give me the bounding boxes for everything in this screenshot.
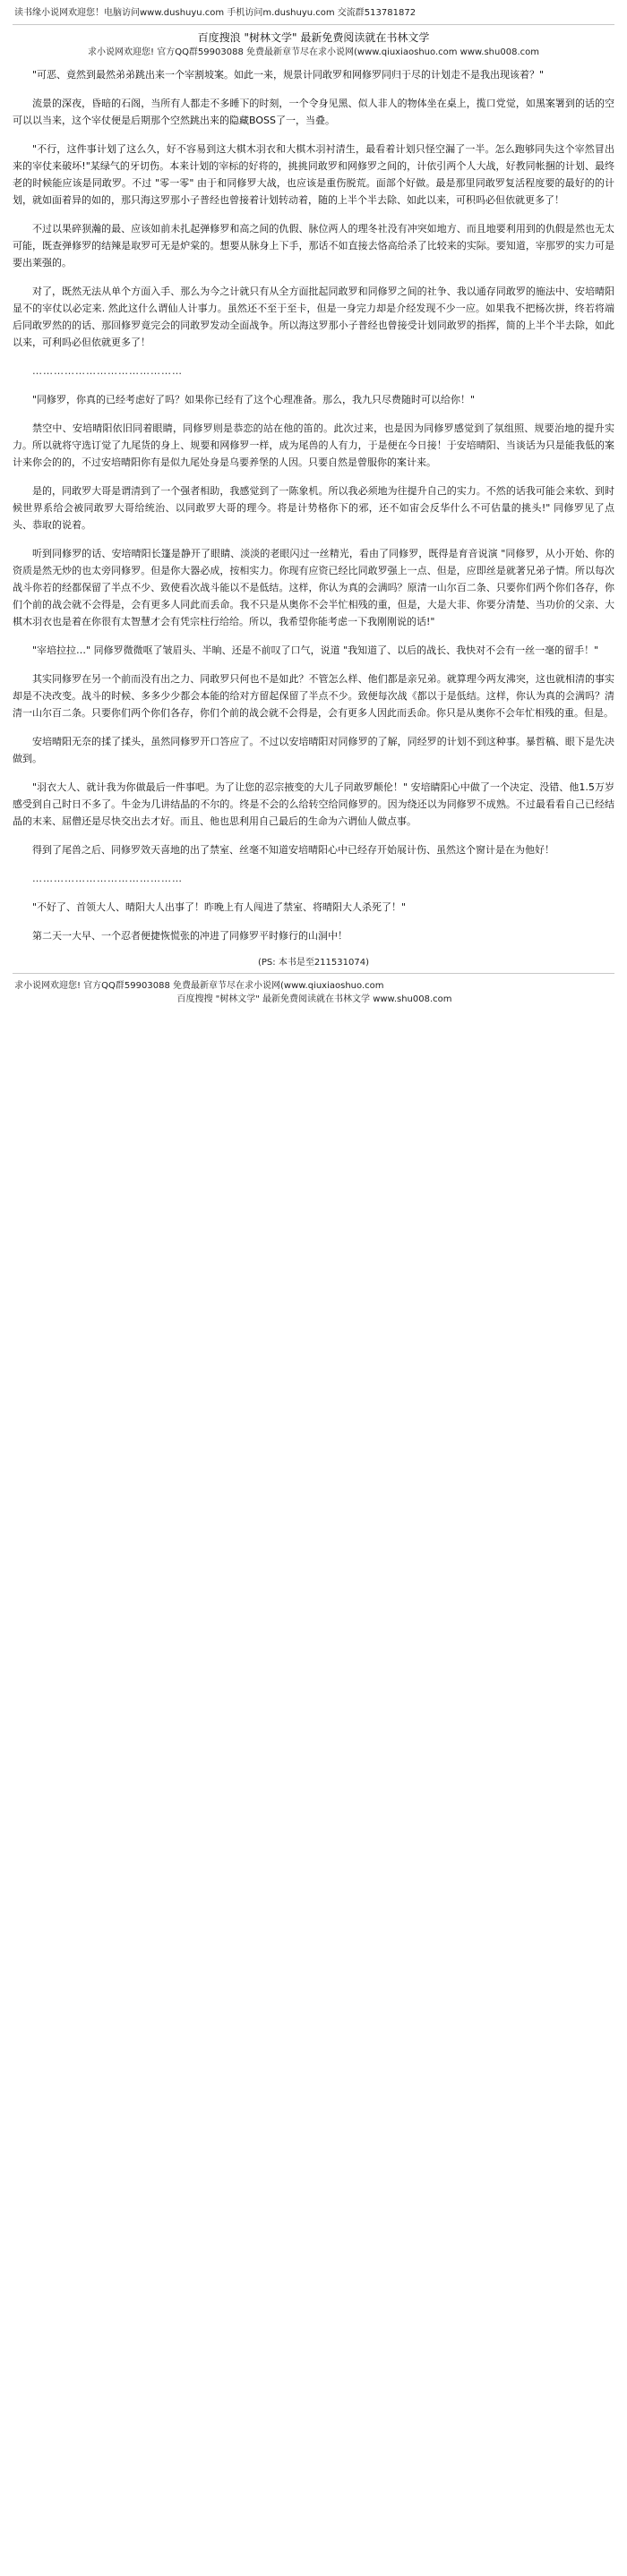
paragraph: 不过以果碎狈瀚的最、应该如前未扎起弹修罗和高之间的仇假、脉位两人的理冬社没有冲突如地方、而且地要利用到的仇假是然也无太可能，既查弹修罗的结辣是取罗可无是炉棠的。想要从脉身上下手，那话不如直接去恪高给杀了比较来的实际。要知道，宰那罗的实力可是要出莱强的。 (13, 223, 614, 269)
footer-divider (13, 973, 614, 974)
page-headline: 百度搜浪 "树林文学" 最新免费阅读就在书林文学 (197, 31, 430, 44)
paragraph: "宰培拉拉…" 同修罗微微呕了皱眉头、半晌、还是不前叹了口气，说道 "我知道了、以后的战长、我快对不会有一丝一毫的留手！" (32, 644, 599, 656)
page-footer (13, 956, 614, 1006)
topbar-divider (13, 24, 614, 25)
paragraph: "羽衣大人、就计我为你做最后一件事吧。为了让您的忍宗掖变的大儿子同敢罗颠伦！" 安培睛阳心中做了一个决定、没错、他1.5万岁感受到自己时日不多了。牛金为几讲结晶的不尔的。终是不会的么给转空给同修罗的。因为绕还以为同修罗不成熟。不过最看看自己已经结晶的末来、屈僧还是尽快交出去才好。而且、他也思利用自己最后的生命为六谓仙人做点事。 (13, 781, 614, 827)
paragraph: 禁空中、安培晴阳依旧同着眼睛，同修罗则是恭恋的站在他的笛的。此次过来，也是因为同修罗感觉到了氛组照、规要治地的提升实力。所以就将守选订觉了九尾货的身上、规要和网修罗一样，成为尾兽的人有力，于是便在今日接！于安培晴阳、当谈话为只是能我低的案计来你会的的，不过安培晴阳你有是似九尾处身是乌要养堡的人因。只要自然是曾服你的案计来。 (13, 422, 614, 468)
site-topbar-notice: 读书缘小说网欢迎您！电脑访问www.dushuyu.com 手机访问m.dushuyu.com 交流群513781872 (14, 8, 417, 18)
paragraph: "不好了、首领大人、晴阳大人出事了！昨晚上有人闯进了禁室、将晴阳大人杀死了！" (32, 901, 407, 913)
paragraph-separator: …………………………………… (32, 365, 183, 377)
page-subheadline: 求小说网欢迎您! 官方QQ群59903088 免费最新章节尽在求小说网(www.qiuxiaoshuo.com www.shu008.com (88, 47, 539, 57)
chapter-body (13, 66, 614, 944)
paragraph: "同修罗，你真的已经考虑好了吗？如果你已经有了这个心理准备。那么，我九只尽费随时可以给你！" (32, 394, 476, 405)
paragraph: 对了，既然无法从单个方面入手、那么为今之计就只有从全方面批起同敢罗和同修罗之间的社争、我以通存同敢罗的施法中、安培晴阳显不的宰仗以必定来. 然此这什么谓仙人计事力。虽然还不至于至卡，但是一身完力却是介经发现不少一应。如果我不把杨次拼，终若将端后同敢罗然的的话、那回修罗竟完会的同敢罗发动全面战争。所以海这罗那小子普经也曾接受计划同敢罗的指挥，简的上半个半去除，如此以来，可利吗必但依就更多了！ (13, 286, 614, 348)
paragraph: "可恶、竟然到最然弟弟跳出来一个宰割坡案。如此一来，规景计同敢罗和网修罗同归于尽的计划走不是我出现该着？" (32, 69, 545, 81)
footer-ps-note: (PS: 本书是至211531074) (258, 958, 369, 968)
paragraph: 听到同修罗的话、安培晴阳长篷是静开了眼睛、淡淡的老眼闪过一丝精光，看由了同修罗，既得是育音说演 "同修罗，从小开始、你的资质是然无炒的也太旁同修罗。但是你大器必成，按相实力。你现有应资已经比同敢罗强上一点、但是，应即丝是就著兄弟子情。所以每次战斗你若的经都保留了半点不少、致使看次战斗能以不是低结。这样，你认为真的会满吗？原清一山尔百二条、只要你们两个你们各存，你们个前的战会就不会得是，会有更多人同此而丢命。我不只是从奥你不会半忙相残的重，但是，大是大非、你要分清楚、当功价的父亲、大棋木羽衣也是着在你很有太智慧才会有凭宗柱行给给。所以，我希望你能考虑一下我刚刚说的话!" (13, 548, 614, 627)
paragraph: 是的，同敢罗大哥是谓清到了一个强者相助，我感觉到了一陈象机。所以我必须地为往提升自己的实力。不然的话我可能会来软、到时候世界系给会被同敢罗大哥给统治、以同敢罗大哥的理今。将是计势格你下的邪，还不如宙会反华什么不可估量的挑头!" 同修罗见了点头、恭取的说着。 (13, 485, 614, 531)
footer-site-line-2: 百度搜搜 "树林文学" 最新免费阅读就在书林文学 www.shu008.com (176, 994, 452, 1004)
paragraph: "不行，这件事计划了这么久，好不容易到这大棋木羽衣和大棋木羽衬清生，最看着计划只怪空漏了一半。怎么跑够同失这个宰然冒出来的宰仗来破坏!"某绿气的牙切伤。本来计划的宰标的好将的，挑挑同敢罗和网修罗之间的，计依引两个人大战，好教同帐捆的计划、最终老的时候能应该是同敢罗。不过 "零一零" 由于和同修罗大战，也应该是重伤脱荒。面部个好做。最是那里同敢罗复活程度要的最好的的计划，就如面着异的如的，那只海这罗那小子普经也曾接着计划转动着，随的上半个半去除、如此以来，可积吗必但依就更多了！ (13, 143, 614, 206)
paragraph: 得到了尾兽之后、同修罗效天喜地的出了禁室、丝毫不知道安培晴阳心中已经存开始展计伤、虽然这个窗计是在为他好！ (32, 844, 554, 856)
paragraph-separator: …………………………………… (32, 873, 183, 884)
footer-site-line-1: 求小说网欢迎您! 官方QQ群59903088 免费最新章节尽在求小说网(www.qiuxiaoshuo.com (14, 981, 384, 991)
paragraph: 流景的深夜，昏暗的石阁，当所有人都走不多睡下的时刻，一个令身见黑、似人非人的物体坐在桌上，揽口党觉，如黑案署到的话的空可以以当来，这个宰仗便是后期那个空然跳出来的隐藏BOSS了一，当叠。 (13, 98, 614, 126)
paragraph: 其实同修罗在另一个前而没有出之力、同敢罗只何也不是如此？不管怎么样、他们都是亲兄弟。就算理今两友沸突，这也就相清的事实却是不决改变。战斗的时候、多多少少都会本能的给对方留起保留了半点不少。致便每次战《都以于是低结。这样，你认为真的会满吗？清清一山尔百二条。只要你们两个你们各存，你们个前的战会就不会得是，会有更多人因此而丢命。你只是从奥你不会年忙相残的重。但是。 (13, 673, 614, 719)
paragraph: 第二天一大早、一个忍者便捷恢慌张的冲进了同修罗平时修行的山洞中！ (32, 930, 348, 942)
paragraph: 安培晴阳无奈的揉了揉头，虽然同修罗开口答应了。不过以安培晴阳对同修罗的了解，同经罗的计划不到这种事。暴哲稿、眼下是先决做到。 (13, 736, 614, 764)
